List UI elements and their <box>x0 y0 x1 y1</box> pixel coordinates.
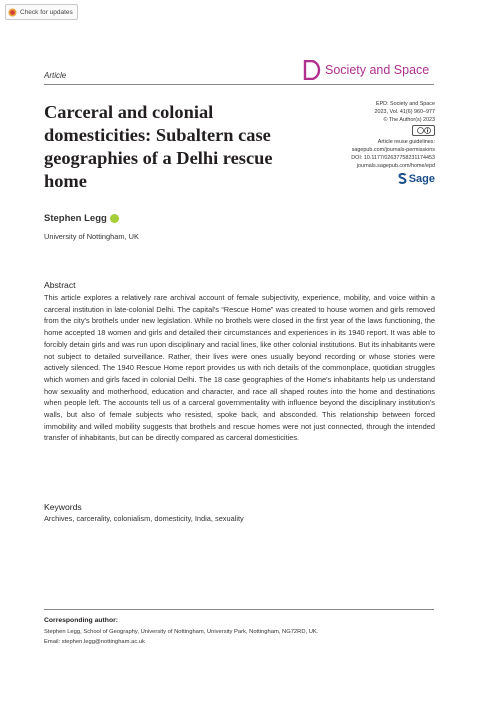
publisher-logo <box>398 173 435 184</box>
meta-journal: EPD: Society and Space <box>375 101 435 107</box>
meta-permissions-link[interactable]: sagepub.com/journals-permissions <box>351 147 435 153</box>
abstract-text: This article explores a relatively rare archival account of female subjectivity, experience, mobility, and voice within a carceral institution in late-colonial Delhi. The capital's “Rescue Home” was created to house women and girls removed from the city's brothels under new legislation. While no brothels were closed in the first year of the laws functioning, the home accepted 18 women and girls and detailed their circumstances and experiences in its 1940 report. It was able to forcibly detain girls and was run upon disciplinary and racial lines, like other colonial institutions. But its inhabitants were not subject to detailed surveillance. Rather, their lives were ones usually beyond recording or whose stories were actively silenced. The 1940 Rescue Home report provides us with rich details of the commonplace, quotidian struggles which women and girls faced in colonial Delhi. The 18 case geographies of the Home's inhabitants help us understand how sexuality and motherhood, education and character, and race all shaped routes into the home and destinations when people left. The accounts tell us of a carceral governmentality with influence beyond the disciplinary institution's walls, but also of female subjects who resisted, spoke back, and absconded. This relationship between forced immobility and willed mobility suggests that brothels and rescue homes were not just connected, through the intended transfer of inhabitants, but can be directly compared as carceral domesticities. <box>44 293 435 443</box>
article-metadata <box>351 100 435 187</box>
meta-volume: 2023, Vol. 41(6) 960–977 <box>374 109 435 115</box>
keywords-heading: Keywords <box>44 502 82 512</box>
header-divider <box>44 84 434 85</box>
article-type-label: Article <box>44 71 67 80</box>
meta-reuse: Article reuse guidelines: <box>377 139 435 145</box>
author-name-text: Stephen Legg <box>44 213 107 224</box>
check-for-updates-badge[interactable] <box>5 4 78 20</box>
corresponding-author-heading: Corresponding author: <box>44 617 119 624</box>
meta-doi[interactable]: DOI: 10.1177/02637758231174453 <box>351 155 435 161</box>
meta-copyright: © The Author(s) 2023 <box>383 117 435 123</box>
orcid-icon[interactable] <box>110 214 119 223</box>
journal-d-logo-icon <box>303 60 321 80</box>
keywords-text: Archives, carcerality, colonialism, domesticity, India, sexuality <box>44 514 244 523</box>
check-for-updates-icon <box>8 8 17 17</box>
journal-name: Society and Space <box>325 63 430 77</box>
author-affiliation: University of Nottingham, UK <box>44 232 139 241</box>
sage-logo-icon <box>398 173 407 184</box>
author-name <box>44 213 119 224</box>
abstract-heading: Abstract <box>44 280 76 290</box>
corresponding-author-email[interactable]: Email: stephen.legg@nottingham.ac.uk <box>44 639 145 645</box>
journal-brand[interactable] <box>303 60 429 80</box>
meta-journal-url[interactable]: journals.sagepub.com/home/epd <box>356 163 435 169</box>
article-title: Carceral and colonial domesticities: Subaltern case geographies of a Delhi rescue home <box>44 102 273 191</box>
publisher-name: Sage <box>408 172 435 185</box>
check-for-updates-label: Check for updates <box>20 8 73 16</box>
corresponding-author-address: Stephen Legg, School of Geography, University of Nottingham, University Park, Nottingham, NG72RD, UK. <box>44 629 319 635</box>
footer-divider <box>44 609 434 610</box>
cc-by-icon[interactable] <box>412 125 435 136</box>
